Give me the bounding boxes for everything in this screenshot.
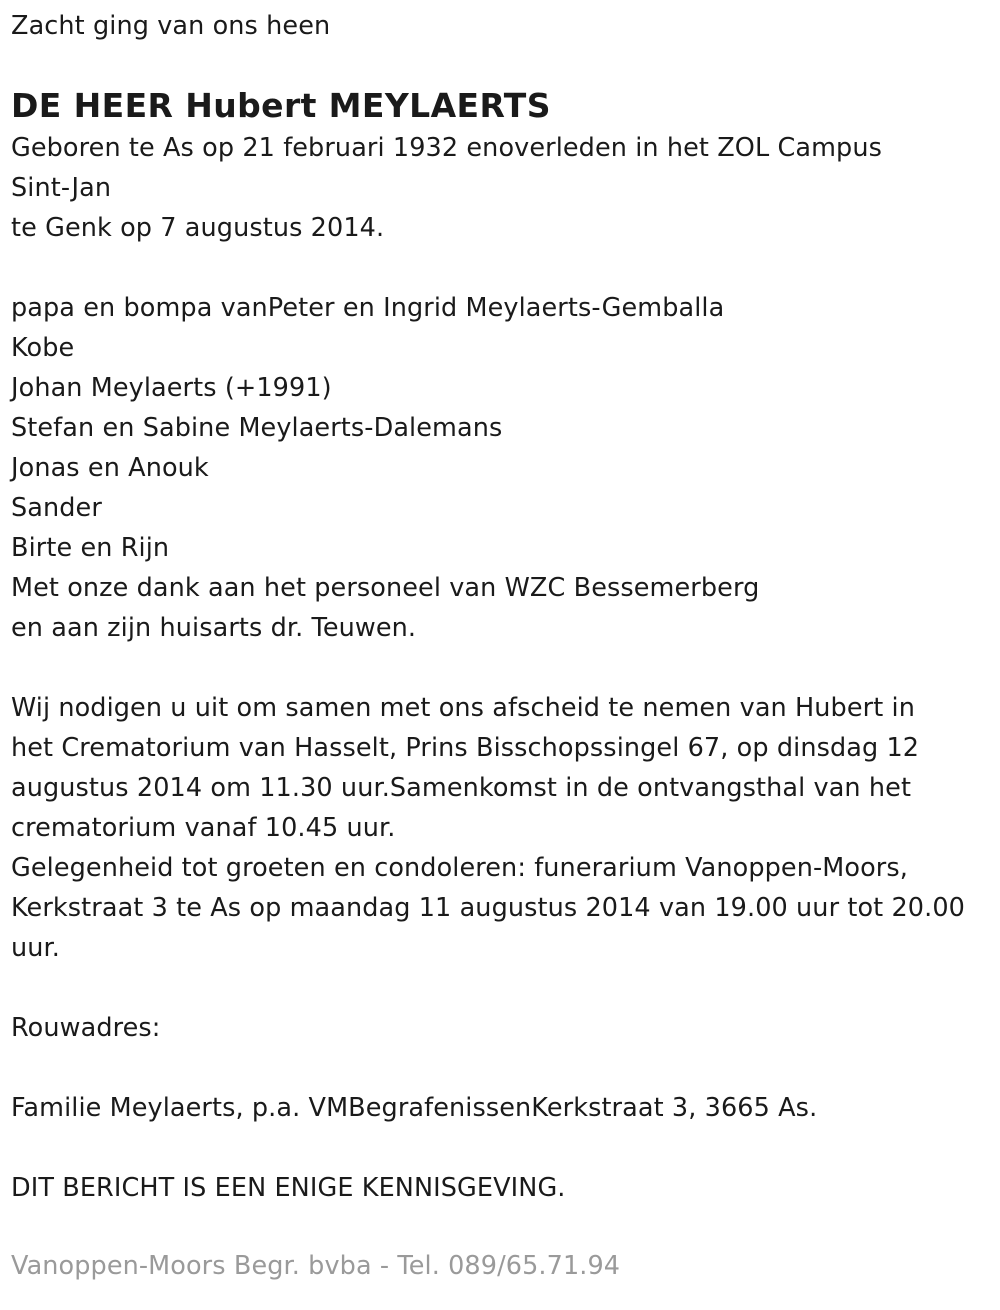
- condolence-line: Kerkstraat 3 te As op maandag 11 augustus 2014 van 19.00 uur tot 20.00: [11, 893, 965, 923]
- spacer: [11, 1128, 1000, 1168]
- spacer: [11, 1048, 1000, 1088]
- deceased-name: DE HEER Hubert MEYLAERTS: [11, 86, 551, 125]
- condolence-line: Gelegenheid tot groeten en condoleren: funerarium Vanoppen-Moors,: [11, 853, 908, 883]
- address-label: Rouwadres:: [11, 1013, 161, 1043]
- birth-line-1: Geboren te As op 21 februari 1932 enoverleden in het ZOL Campus: [11, 133, 882, 163]
- invitation-line: het Crematorium van Hasselt, Prins Bisschopssingel 67, op dinsdag 12: [11, 733, 920, 763]
- intro-line: Zacht ging van ons heen: [11, 11, 331, 41]
- birth-line-3: te Genk op 7 augustus 2014.: [11, 213, 385, 243]
- family-line: papa en bompa vanPeter en Ingrid Meylaerts-Gemballa: [11, 293, 725, 323]
- thanks-line: Met onze dank aan het personeel van WZC Bessemerberg: [11, 573, 760, 603]
- mourning-address: Familie Meylaerts, p.a. VMBegrafenissenKerkstraat 3, 3665 As.: [11, 1093, 818, 1123]
- family-line: Stefan en Sabine Meylaerts-Dalemans: [11, 413, 503, 443]
- family-line: Jonas en Anouk: [11, 453, 209, 483]
- family-line: Kobe: [11, 333, 75, 363]
- family-line: Sander: [11, 493, 102, 523]
- spacer: [11, 968, 1000, 1008]
- birth-line-2: Sint-Jan: [11, 173, 112, 203]
- family-line: Johan Meylaerts (+1991): [11, 373, 332, 403]
- thanks-line: en aan zijn huisarts dr. Teuwen.: [11, 613, 417, 643]
- family-line: Birte en Rijn: [11, 533, 170, 563]
- spacer: [11, 648, 1000, 688]
- family-list: [11, 288, 1000, 648]
- funeral-home-footer: Vanoppen-Moors Begr. bvba - Tel. 089/65.71.94: [11, 1251, 621, 1281]
- birth-death-details: [11, 128, 1000, 248]
- invitation-line: Wij nodigen u uit om samen met ons afscheid te nemen van Hubert in: [11, 693, 915, 723]
- notice-statement: DIT BERICHT IS EEN ENIGE KENNISGEVING.: [11, 1173, 566, 1203]
- invitation-paragraph: [11, 688, 1000, 968]
- invitation-line: augustus 2014 om 11.30 uur.Samenkomst in de ontvangsthal van het: [11, 773, 912, 803]
- invitation-line: crematorium vanaf 10.45 uur.: [11, 813, 396, 843]
- condolence-line: uur.: [11, 933, 60, 963]
- spacer: [11, 248, 1000, 288]
